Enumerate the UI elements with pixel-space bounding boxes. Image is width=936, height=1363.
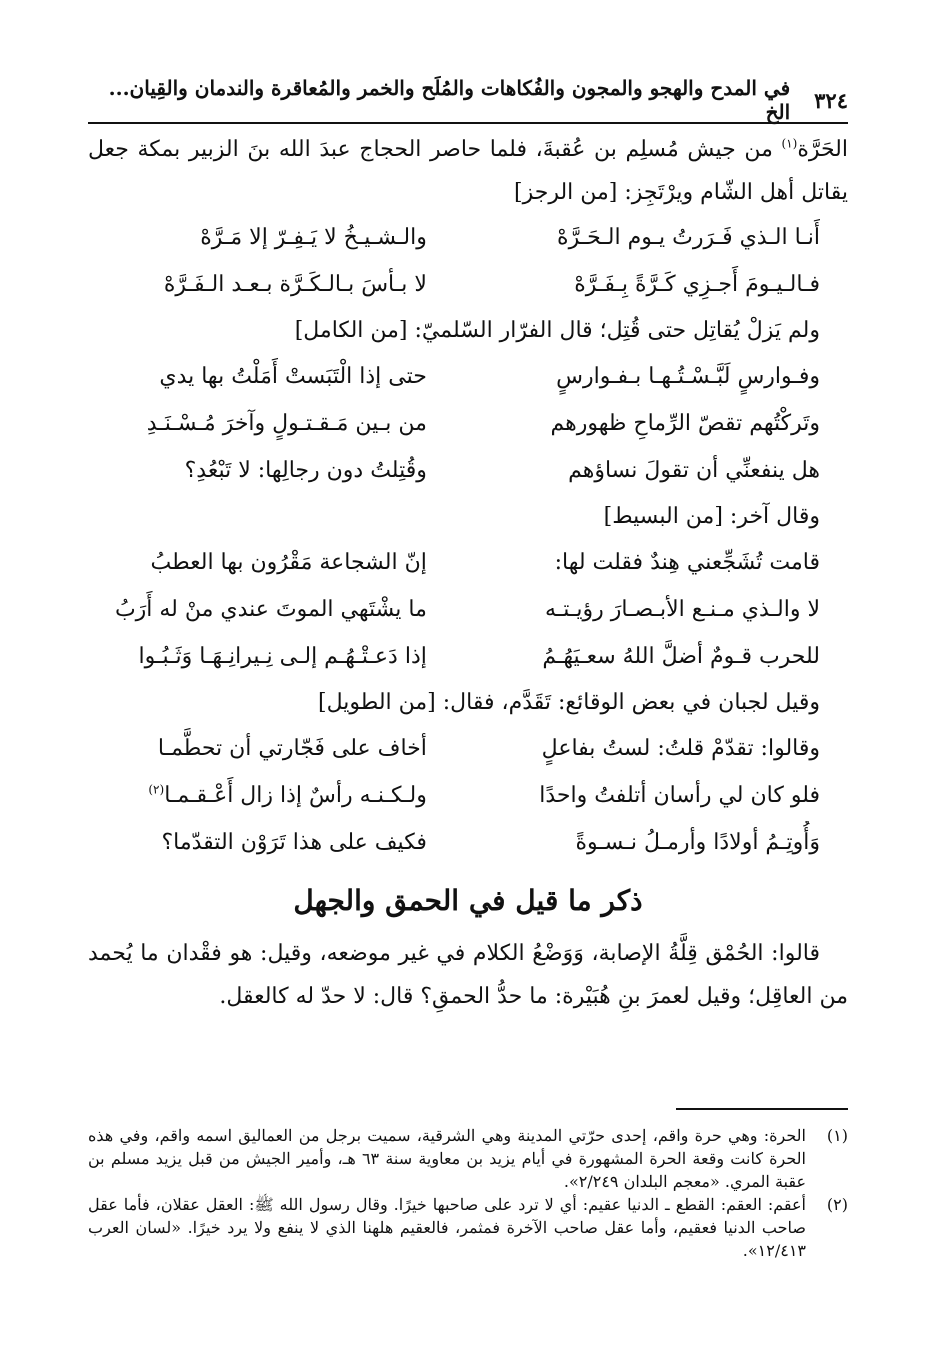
footnote-ref-1: (١) [781, 136, 798, 151]
poem-intro-tawil: وقيل لجبان في بعض الوقائع: تَقَدَّم، فقال: [من الطويل] [318, 690, 820, 715]
verse-second-hemistich: والـشـيـخُ لا يَـفِـرّ إلا مَـرَّهْ [200, 225, 427, 250]
verse-second-hemistich [92, 774, 427, 817]
verse-second-hemistich: حتى إذا الْتَبَستْ أَمَلْتُ بها يدي [159, 364, 427, 389]
footnote-divider [676, 1108, 848, 1110]
footnote-text: أعقم: العقم: القطع ـ الدنيا عقيم: أي لا ترد على صاحبها خيرًا. وقال رسول الله ﷺ: العقل عقلان، فأما عقل صاحب الدنيا فعقيم، وأما عقل صاحب الآخرة فمثمر، فالعقيم هلهنا الذي لا ينفع ولا يرد خيرًا. «لسان العرب ١٢/٤١٣». [88, 1195, 806, 1260]
verse-first-hemistich: فلو كان لي رأسان أتلفتُ واحدًا [539, 783, 820, 808]
verse-second-hemistich: إذا دَعـتْـهُـم إلـى نِـيرانِـهَـا وَثَـبُـوا [138, 644, 427, 669]
poem-intro-basit: وقال آخر: [من البسيط] [603, 504, 820, 529]
verse [88, 539, 848, 586]
verse-second-hemistich: لا بـأسَ بـالـكَـرَّة بـعـد الـفَـرَّهْ [163, 272, 427, 297]
verse-first-hemistich: قامت تُشَجِّعني هِندٌ فقلت لها: [554, 550, 820, 575]
section-paragraph: قالوا: الحُمْق قِلَّةُ الإصابة، وَوَضْعُ الكلام في غير موضعه، وقيل: هو فقْدان ما يُحمد من العاقِل؛ وقيل لعمرَ بنِ هُبَيْرة: ما حدُّ الحمقِ؟ قال: لا حدّ له كالعقل. [88, 941, 848, 1009]
footnote [88, 1124, 848, 1193]
section-heading: ذكر ما قيل في الحمق والجهل [293, 884, 643, 917]
verse [88, 400, 848, 447]
verse [88, 214, 848, 261]
page-number: ٣٢٤ [814, 87, 848, 113]
running-title: في المدح والهجو والمجون والفُكاهات والمُلَح والخمر والمُعاقرة والندمان والقِيان... الخ [108, 76, 791, 124]
hemistich-text: ولـكـنـه رأسٌ إذا زال أَعْـقـمـا [164, 783, 427, 808]
footnote-text: الحرة: وهي حرة واقم، إحدى حرّتي المدينة وهي الشرقية، سميت برجل من العماليق اسمه واقم، وفي هذه الحرة كانت وقعة الحرة المشهورة في أيام يزيد بن معاوية سنة ٦٣ هـ، وأمير الجيش من قبل يزيد مسلم بن عقبة المري. «معجم البلدان ٢/٢٤٩». [88, 1126, 806, 1191]
verse-first-hemistich: فـالـيـومَ أَجـزِي كَـرَّةً بِـفَـرَّهْ [574, 272, 820, 297]
verse-first-hemistich: هل ينفعنِّي أن تقولَ نساؤهم [568, 458, 820, 483]
verse-second-hemistich: من بـين مَـقـتـولٍ وآخرَ مُـسْـنَـدِ [146, 411, 427, 436]
verse-first-hemistich: أَنـا الـذي فَـرَرتُ يـوم الـحَـرَّهْ [557, 225, 820, 250]
poem-kamil [88, 353, 848, 494]
opening-word: الحَرَّة [797, 137, 848, 162]
page-body [88, 128, 848, 1018]
footnote [88, 1193, 848, 1262]
verse [88, 447, 848, 494]
verse [88, 819, 848, 866]
verse-second-hemistich: وقُتِلتُ دون رجالِها: لا تَبْعُدِ؟ [184, 458, 427, 483]
verse-second-hemistich: إنّ الشجاعة مَقْرُون بها العطبُ [150, 550, 427, 575]
poem-basit [88, 539, 848, 680]
verse [88, 633, 848, 680]
verse [88, 586, 848, 633]
verse-first-hemistich: وَأُوتِـمُ أولادًا وأرمـلُ نـسـوةً [575, 830, 820, 855]
verse-first-hemistich: للحرب قـومٌ أضلَّ اللهُ سعـيَهُـمُ [542, 644, 820, 669]
footnotes [88, 1124, 848, 1262]
opening-paragraph [88, 128, 848, 214]
poem-intro-kamil: ولم يَزلْ يُقاتِل حتى قُتِل؛ قال الفرّار السّلميّ: [من الكامل] [294, 318, 820, 343]
poem-tawil [88, 725, 848, 866]
footnote-ref-2: (٢) [148, 782, 165, 797]
opening-text: من جيش مُسلِم بن عُقبةَ، فلما حاصر الحجاج عبدَ الله بنَ الزبير بمكة جعل يقاتل أهل الشّام ويرْتَجِز: [من الرجز] [88, 137, 848, 205]
verse-first-hemistich: وقالوا: تقدّمْ قلتُ: لستُ بفاعلٍ [541, 736, 820, 761]
page-header [88, 78, 848, 124]
verse [88, 725, 848, 772]
verse [88, 772, 848, 819]
footnote-number: (١) [826, 1126, 848, 1145]
verse-second-hemistich: ما يشْتَهي الموتَ عندي منْ له أَرَبُ [114, 597, 427, 622]
verse-second-hemistich: فكيف على هذا تَرَوْن التقدّما؟ [161, 830, 427, 855]
footnote-number: (٢) [826, 1195, 848, 1214]
verse [88, 353, 848, 400]
verse [88, 261, 848, 308]
verse-first-hemistich: وفـوارسٍ لَبَّـسْـتُـهـا بـفـوارسٍ [556, 364, 820, 389]
verse-first-hemistich: لا والـذي مـنـع الأبـصـارَ رؤيـتـه [545, 597, 820, 622]
verse-first-hemistich: وتَركْتُهم تقصّ الرِّماحِ ظهورهم [550, 411, 820, 436]
poem-rajaz [88, 214, 848, 308]
verse-second-hemistich: أخاف على فَجّارتي أن تحطَّمـا [157, 736, 427, 761]
